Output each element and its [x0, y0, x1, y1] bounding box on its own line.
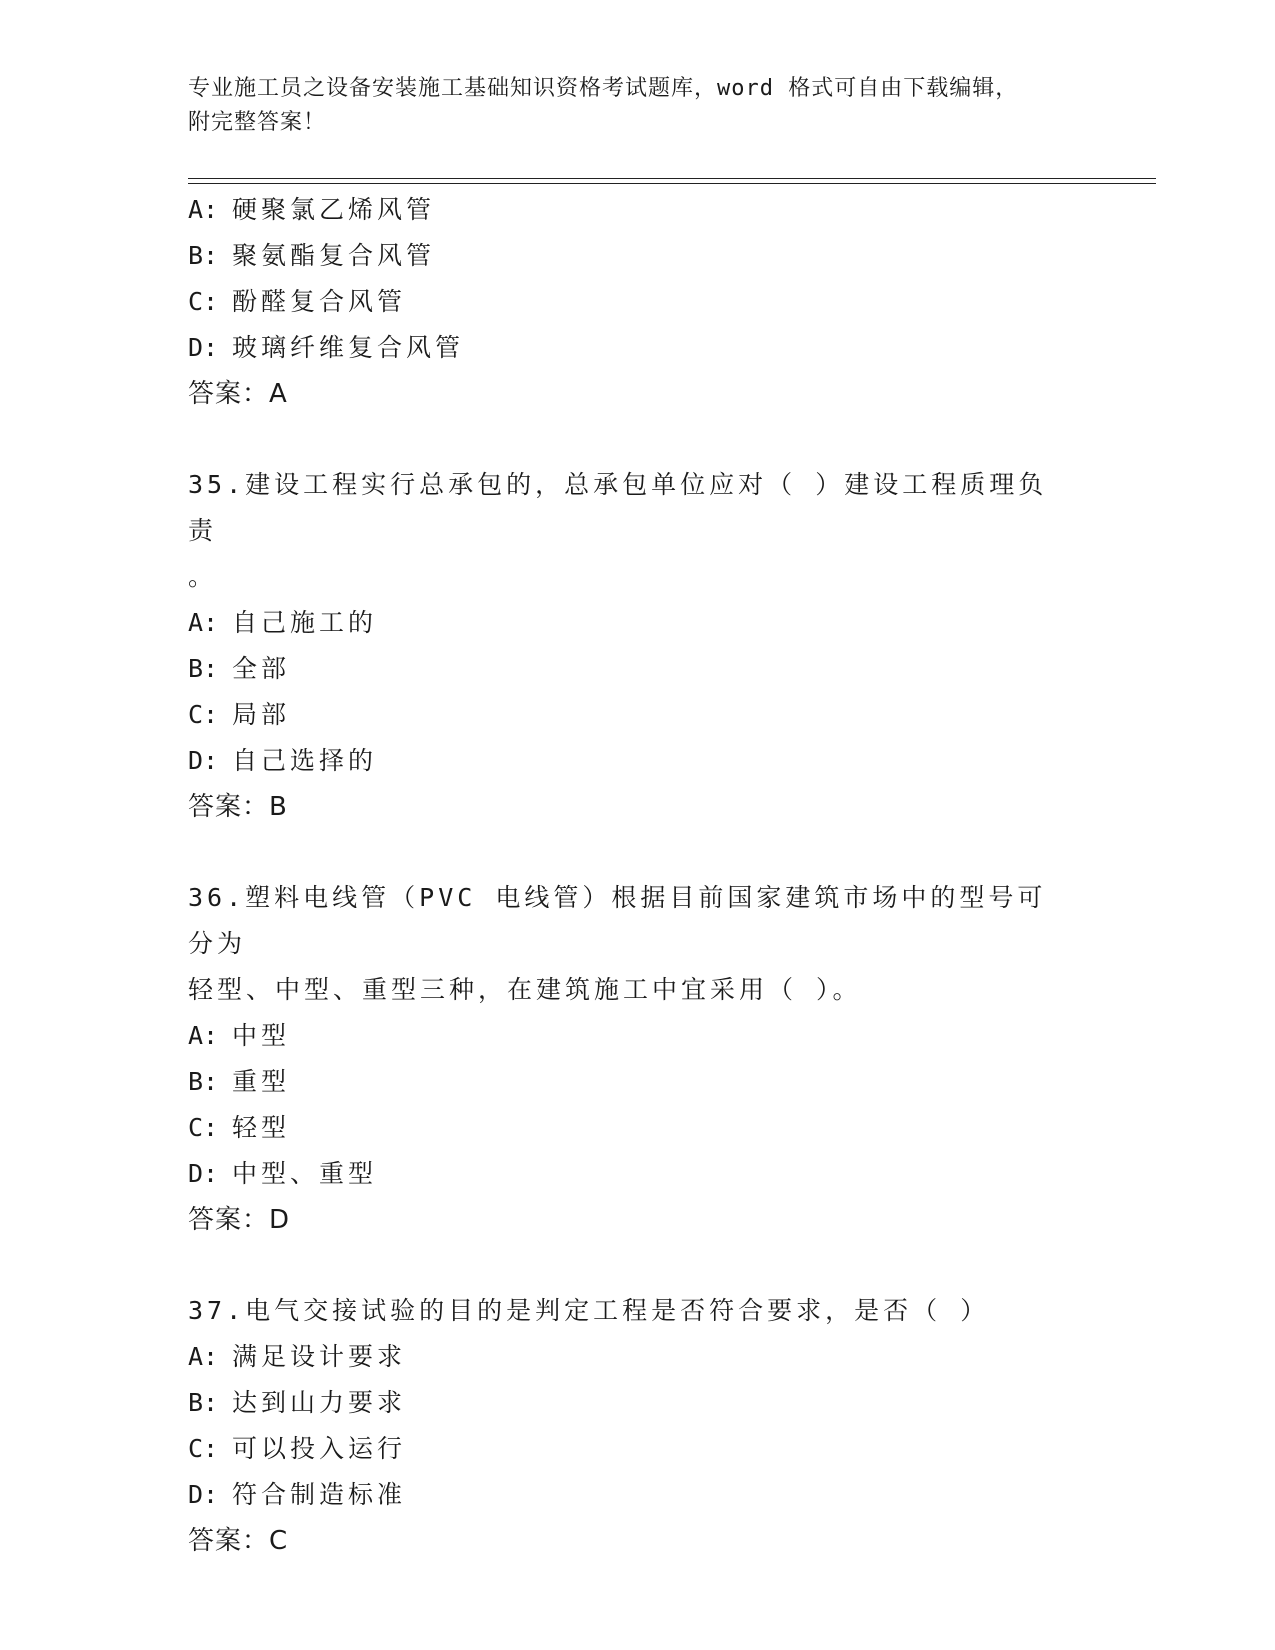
option-text: 中型: [232, 1021, 291, 1050]
question-36: [188, 875, 1088, 1243]
option-d: [188, 738, 1088, 784]
option-text: 中型、重型: [232, 1159, 378, 1188]
option-a: [188, 187, 1088, 233]
option-c: [188, 1105, 1088, 1151]
question-stem-line-1: 36.塑料电线管（PVC 电线管）根据目前国家建筑市场中的型号可分为: [188, 883, 1047, 958]
option-a: [188, 1013, 1088, 1059]
option-b: [188, 233, 1088, 279]
option-a: [188, 600, 1088, 646]
option-text: 符合制造标准: [232, 1480, 407, 1509]
option-c: [188, 692, 1088, 738]
header-line-1: 专业施工员之设备安装施工基础知识资格考试题库，word 格式可自由下载编辑，: [188, 76, 1019, 101]
option-letter: D:: [188, 746, 219, 775]
option-c: [188, 1426, 1088, 1472]
answer-line: 答案：C: [188, 1526, 289, 1556]
question-stem: [188, 1288, 1068, 1334]
option-letter: B:: [188, 1388, 219, 1417]
question-stem: [188, 462, 1068, 600]
option-letter: D:: [188, 1159, 219, 1188]
header-divider-top: [188, 178, 1156, 179]
option-letter: B:: [188, 1067, 219, 1096]
question-stem: [188, 875, 1068, 1013]
option-text: 玻璃纤维复合风管: [232, 333, 465, 362]
option-b: [188, 646, 1088, 692]
option-text: 全部: [232, 654, 291, 683]
option-letter: D:: [188, 333, 219, 362]
option-a: [188, 1334, 1088, 1380]
option-d: [188, 1151, 1088, 1197]
question-stem-line-1: 37.电气交接试验的目的是判定工程是否符合要求，是否（ ）: [188, 1296, 990, 1325]
option-letter: D:: [188, 1480, 219, 1509]
option-text: 可以投入运行: [232, 1434, 407, 1463]
answer-line: 答案：D: [188, 1205, 291, 1235]
option-letter: C:: [188, 1113, 219, 1142]
option-d: [188, 325, 1088, 371]
option-letter: B:: [188, 654, 219, 683]
option-text: 重型: [232, 1067, 291, 1096]
option-letter: C:: [188, 287, 219, 316]
option-letter: B:: [188, 241, 219, 270]
option-text: 硬聚氯乙烯风管: [232, 195, 436, 224]
document-header: [188, 72, 1068, 140]
question-stem-line-1: 35.建设工程实行总承包的，总承包单位应对（ ）建设工程质理负责: [188, 470, 1048, 545]
option-text: 满足设计要求: [232, 1342, 407, 1371]
option-letter: A:: [188, 608, 219, 637]
question-stem-line-2: 。: [188, 562, 218, 591]
option-text: 自己选择的: [232, 746, 378, 775]
option-d: [188, 1472, 1088, 1518]
option-text: 局部: [232, 700, 291, 729]
option-text: 轻型: [232, 1113, 291, 1142]
option-b: [188, 1059, 1088, 1105]
answer-line: 答案：B: [188, 792, 288, 822]
header-divider-bottom: [188, 183, 1156, 184]
question-stem-line-2: 轻型、中型、重型三种，在建筑施工中宜采用（ ）。: [188, 975, 862, 1004]
header-line-2: 附完整答案！: [188, 110, 327, 135]
question-list: [188, 187, 1088, 1564]
question-35: [188, 462, 1088, 830]
option-letter: A:: [188, 195, 219, 224]
option-text: 自己施工的: [232, 608, 378, 637]
question-34: [188, 187, 1088, 417]
option-letter: C:: [188, 700, 219, 729]
option-letter: A:: [188, 1342, 219, 1371]
option-text: 酚醛复合风管: [232, 287, 407, 316]
option-text: 达到山力要求: [232, 1388, 407, 1417]
option-b: [188, 1380, 1088, 1426]
option-letter: A:: [188, 1021, 219, 1050]
option-letter: C:: [188, 1434, 219, 1463]
question-37: [188, 1288, 1088, 1564]
answer-line: 答案：A: [188, 379, 288, 409]
option-text: 聚氨酯复合风管: [232, 241, 436, 270]
option-c: [188, 279, 1088, 325]
